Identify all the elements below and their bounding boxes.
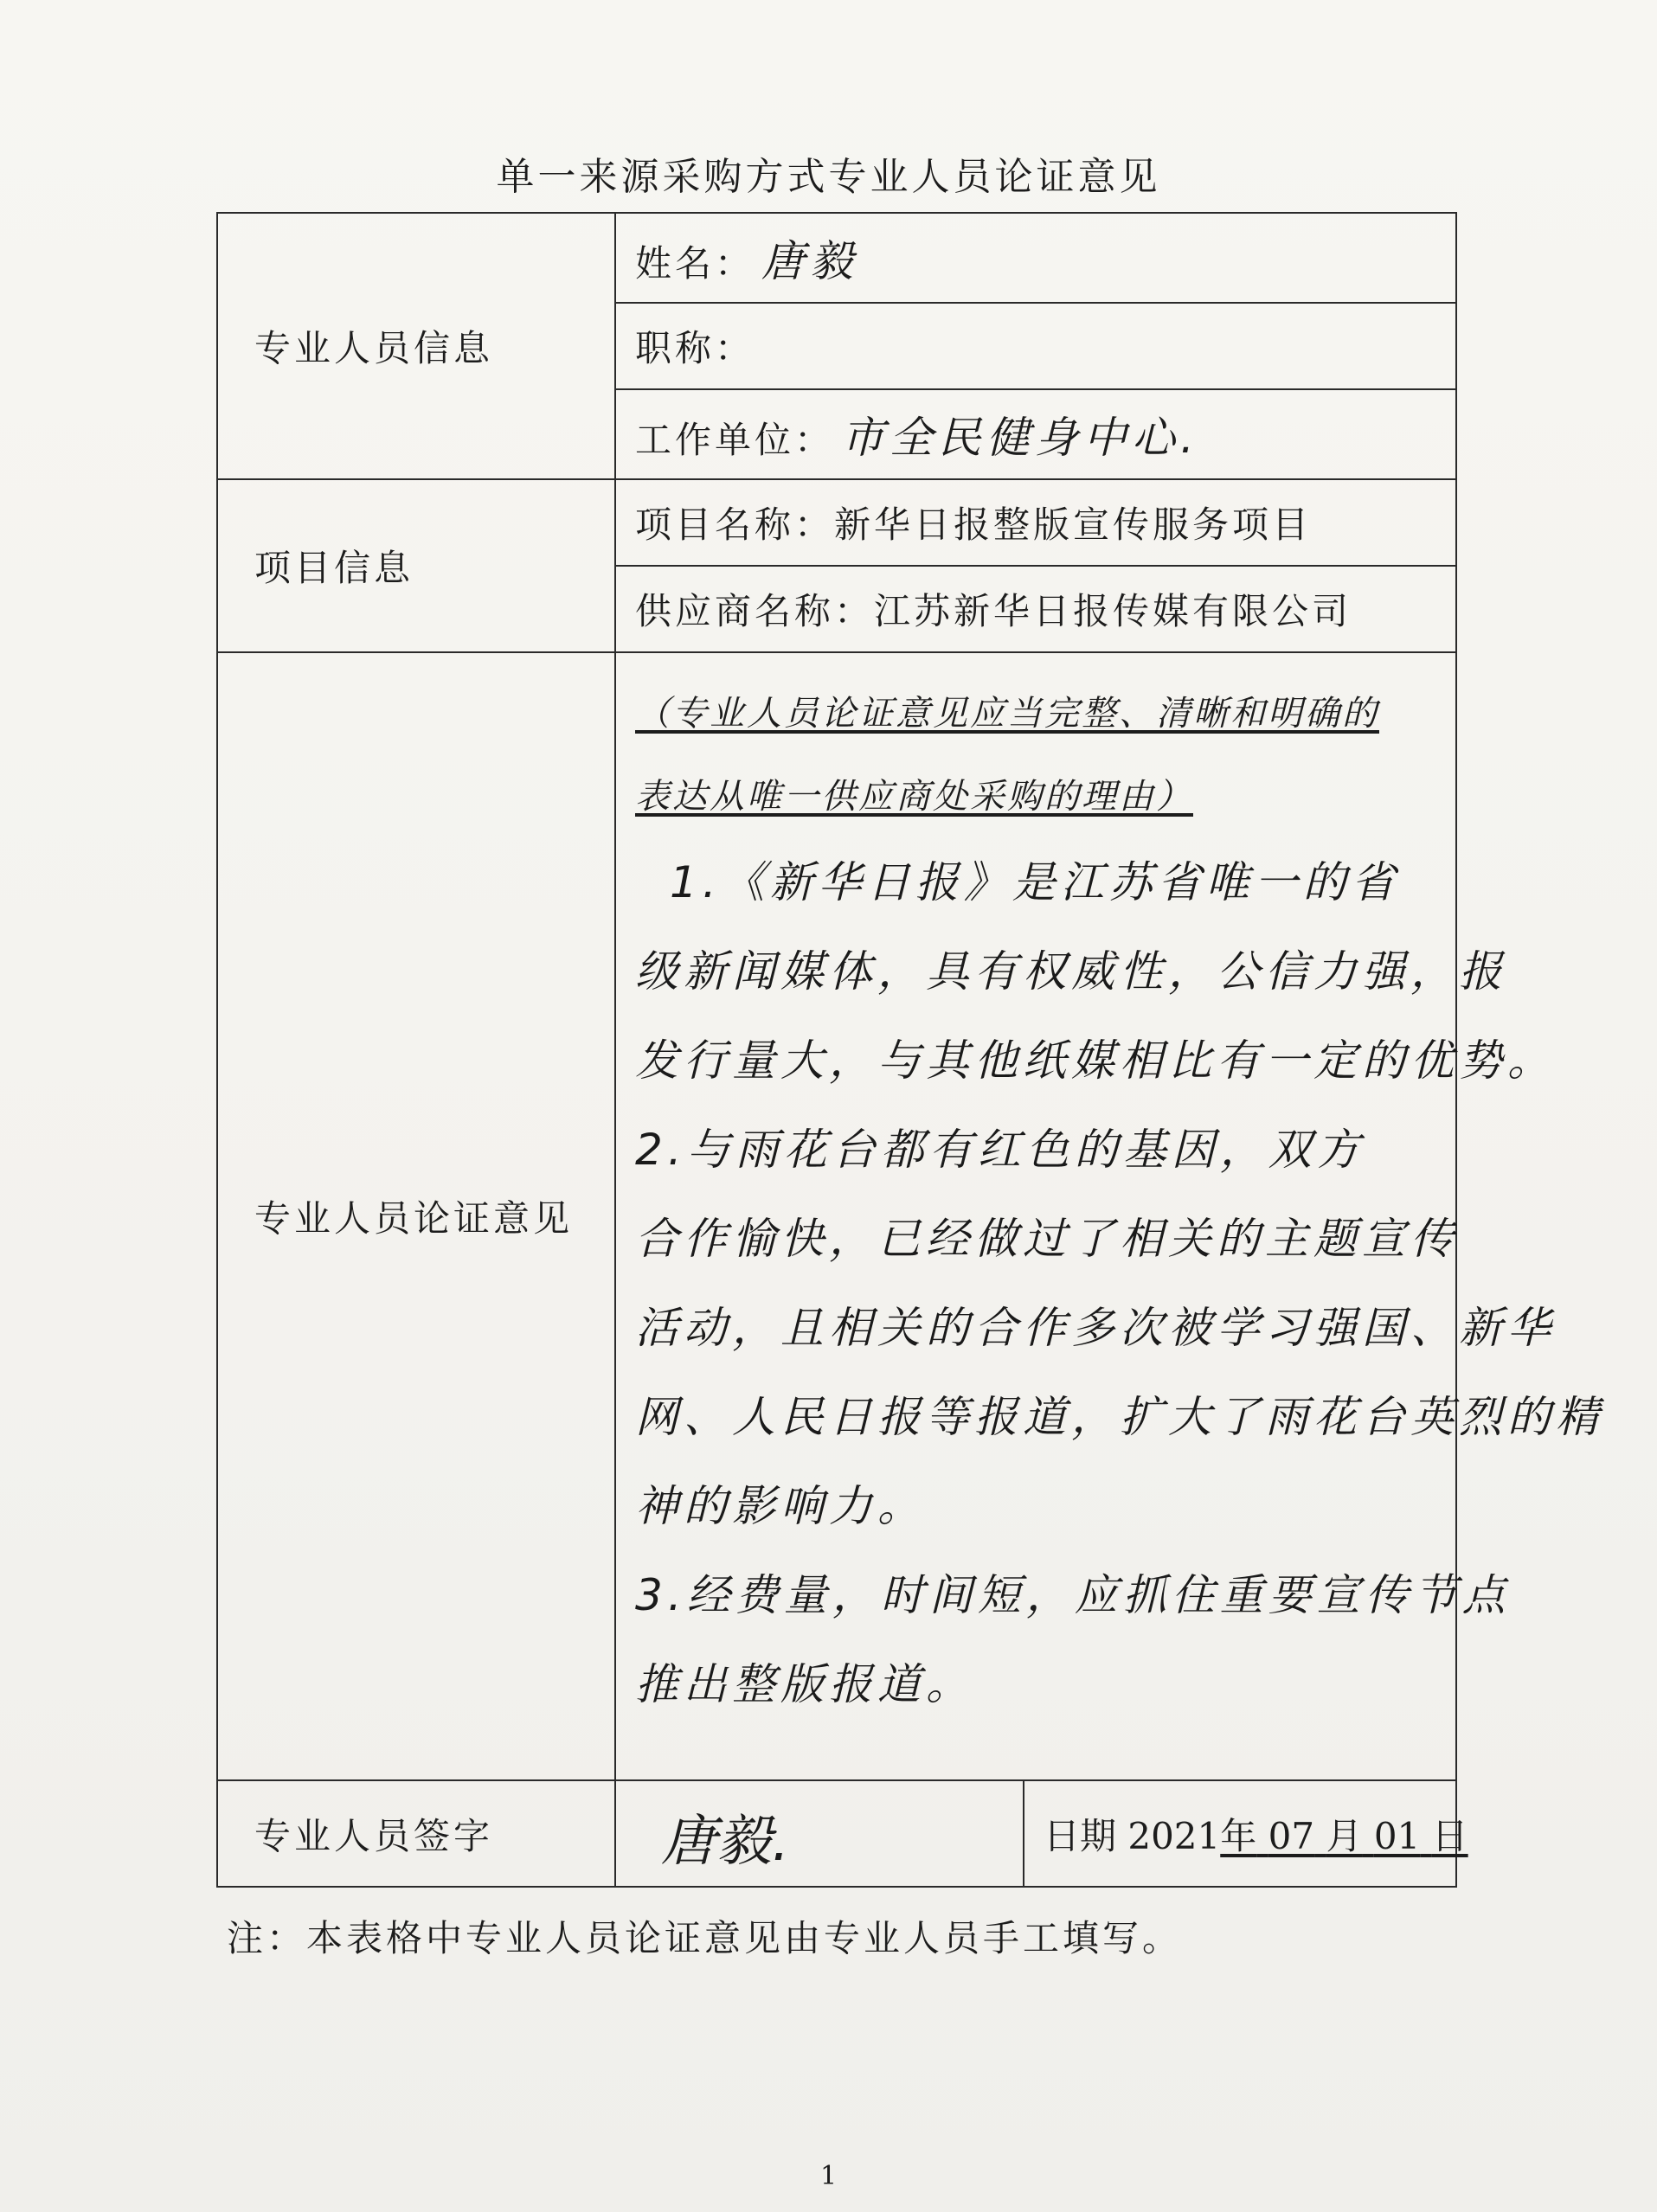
opinion-content [615, 652, 1604, 1780]
opinion-handwritten-line: 推出整版报道。 [635, 1659, 974, 1709]
date-day: 01 [1373, 1814, 1421, 1857]
section-personnel-info: 专业人员信息 [217, 213, 615, 479]
work-unit-label: 工作单位： [635, 419, 835, 461]
work-unit-field [615, 389, 1456, 479]
name-value-handwritten: 唐毅 [761, 236, 859, 286]
opinion-handwritten-line: 3.经费量，时间短，应抓住重要宣传节点 [635, 1570, 1511, 1620]
signature-handwritten: 唐毅. [661, 1810, 790, 1874]
signature-cell [615, 1780, 1024, 1887]
date-year-unit: 年 [1220, 1814, 1257, 1857]
supplier-name-field: 供应商名称：江苏新华日报传媒有限公司 [615, 566, 1456, 652]
date-year: 2021 [1127, 1814, 1221, 1857]
page-number: 1 [819, 2161, 838, 2191]
opinion-handwritten-line: 网、人民日报等报道，扩大了雨花台英烈的精 [635, 1392, 1604, 1442]
opinion-form-table [216, 212, 1604, 1888]
opinion-handwritten-line: 神的影响力。 [635, 1481, 926, 1531]
footnote: 注：本表格中专业人员论证意见由专业人员手工填写。 [227, 1917, 1183, 1959]
opinion-handwritten-line: 活动，且相关的合作多次被学习强国、新华 [635, 1303, 1556, 1353]
opinion-instruction-line-2: 表达从唯一供应商处采购的理由） [635, 777, 1193, 817]
opinion-handwritten-line: 级新闻媒体，具有权威性，公信力强，报 [635, 946, 1507, 997]
document-title: 单一来源采购方式专业人员论证意见 [496, 155, 1161, 199]
title-label: 职称： [635, 327, 755, 369]
work-unit-value-handwritten: 市全民健身中心. [841, 413, 1199, 463]
section-signature: 专业人员签字 [217, 1780, 615, 1887]
title-field [615, 303, 1456, 389]
date-cell [1024, 1780, 1468, 1887]
date-prefix: 日期 [1044, 1814, 1128, 1857]
date-day-unit: 日 [1431, 1814, 1468, 1857]
name-field [615, 213, 1456, 303]
opinion-handwritten-line: 1.《新华日报》是江苏省唯一的省 [670, 857, 1400, 907]
opinion-handwritten-line: 合作愉快，已经做过了相关的主题宣传 [635, 1214, 1459, 1264]
opinion-handwritten-line: 2.与雨花台都有红色的基因，双方 [635, 1125, 1365, 1175]
name-label: 姓名： [635, 242, 755, 285]
section-project-info: 项目信息 [217, 479, 615, 652]
project-name-field: 项目名称：新华日报整版宣传服务项目 [615, 479, 1456, 566]
opinion-handwritten-line: 发行量大，与其他纸媒相比有一定的优势。 [635, 1035, 1556, 1086]
date-month: 07 [1268, 1814, 1315, 1857]
section-opinion: 专业人员论证意见 [217, 652, 615, 1780]
opinion-instruction-line-1: （专业人员论证意见应当完整、清晰和明确的 [635, 694, 1379, 734]
date-month-unit: 月 [1326, 1814, 1363, 1857]
